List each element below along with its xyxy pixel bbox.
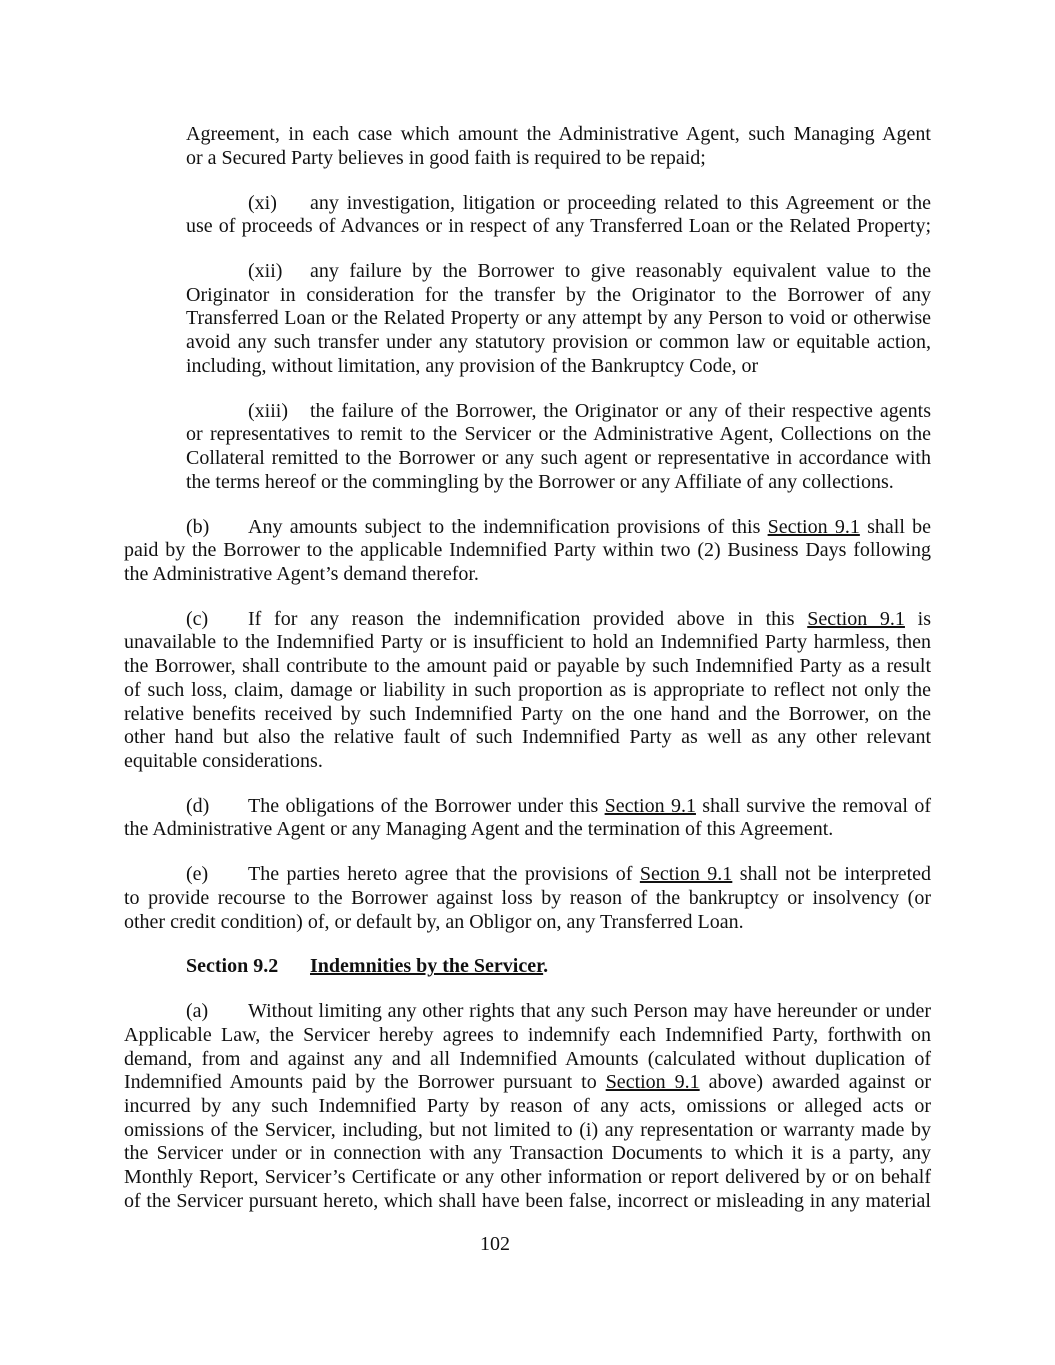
text-line: avoid any such transfer under any statutory provision or common law or equitable action,	[186, 331, 931, 354]
clause-xiii	[186, 400, 931, 495]
text-line: (xii) any failure by the Borrower to give reasonably equivalent value to the	[248, 260, 931, 282]
section-heading	[124, 955, 931, 979]
text-line: use of proceeds of Advances or in respect of any Transferred Loan or the Related Property;	[186, 215, 931, 238]
text-line: Agreement, in each case which amount the Administrative Agent, such Managing Agent	[186, 123, 931, 145]
clause-label: (e)	[186, 863, 209, 886]
text-line: (d) The obligations of the Borrower under this Section 9.1 shall survive the removal of	[186, 794, 931, 817]
text-line: the Administrative Agent or any Managing Agent and the termination of this Agreement.	[124, 818, 834, 841]
text-line: of such loss, claim, damage or liability in such proportion as is appropriate to reflect not only the	[124, 678, 931, 701]
text-line: demand, from and against any and all Indemnified Amounts (calculated without duplication of	[124, 1047, 931, 1070]
text-line: Indemnified Amounts paid by the Borrower pursuant to Section 9.1 above) awarded against or	[124, 1071, 931, 1094]
text-line: (xi) any investigation, litigation or proceeding related to this Agreement or the	[248, 191, 931, 214]
page-body	[124, 123, 931, 1235]
text-line: (b) Any amounts subject to the indemnification provisions of this Section 9.1 shall be	[186, 515, 932, 538]
text-line: (a) Without limiting any other rights that any such Person may have hereunder or under	[186, 1000, 931, 1023]
clause-label: (xiii)	[248, 399, 288, 422]
section-reference: Section 9.1	[639, 863, 733, 886]
text-line: or representatives to remit to the Servicer or the Administrative Agent, Collections on the	[186, 423, 931, 446]
text-line: omissions of the Servicer, including, but not limited to (i) any representation or warranty made by	[124, 1118, 931, 1141]
text-line: equitable considerations.	[124, 749, 323, 772]
text-line: unavailable to the Indemnified Party or is insufficient to hold an Indemnified Party harmless, then	[124, 631, 931, 654]
text-line: (xiii) the failure of the Borrower, the Originator or any of their respective agents	[248, 399, 931, 422]
text-line: other hand but also the relative fault of such Indemnified Party as well as any other relevant	[124, 726, 931, 749]
section-reference: Section 9.1	[807, 607, 905, 630]
text-line: (c) If for any reason the indemnification provided above in this Section 9.1 is	[186, 607, 931, 630]
clause-label: (b)	[186, 515, 210, 538]
text-line: other credit condition) of, or default by, an Obligor on, any Transferred Loan.	[124, 910, 744, 933]
page-number: 102	[480, 1233, 510, 1255]
clause-label: (a)	[186, 1000, 209, 1023]
section-reference: Section 9.1	[604, 794, 696, 817]
paragraph-c	[124, 608, 931, 774]
clause-label: (xi)	[248, 191, 277, 214]
section-reference: Section 9.1	[767, 515, 860, 538]
clause-xii	[186, 260, 931, 379]
paragraph-continuation	[186, 123, 931, 170]
text-line: relative benefits received by such Indemnified Party on the one hand and the Borrower, on the	[124, 702, 931, 725]
text-line: (e) The parties hereto agree that the provisions of Section 9.1 shall not be interpreted	[186, 863, 932, 886]
clause-label: (xii)	[248, 260, 283, 282]
text-line: to provide recourse to the Borrower against loss by reason of the bankruptcy or insolvency (or	[124, 886, 931, 909]
text-line: paid by the Borrower to the applicable Indemnified Party within two (2) Business Days following	[124, 539, 931, 562]
text-line: including, without limitation, any provision of the Bankruptcy Code, or	[186, 354, 759, 377]
text-line: Originator in consideration for the transfer by the Originator to the Borrower of any	[186, 283, 931, 306]
text-line: of the Servicer pursuant hereto, which shall have been false, incorrect or misleading in any material	[124, 1189, 931, 1212]
paragraph-d	[124, 795, 931, 842]
text-line: the terms hereof or the commingling by the Borrower or any Affiliate of any collections.	[186, 470, 894, 493]
paragraph-b	[124, 516, 931, 587]
clause-label: (c)	[186, 607, 209, 630]
section-number: Section 9.2	[186, 955, 279, 978]
text-line: Collateral remitted to the Borrower or any such agent or representative in accordance with	[186, 447, 931, 470]
paragraph-e	[124, 863, 931, 934]
text-line: Transferred Loan or the Related Property or any attempt by any Person to void or otherwise	[186, 307, 931, 330]
text-line: Monthly Report, Servicer’s Certificate or any other information or report delivered by or on behalf	[124, 1166, 931, 1189]
section-title: Indemnities by the Servicer	[310, 955, 544, 978]
text-line: the Servicer under or in connection with any Transaction Documents to which it is a party, any	[124, 1142, 931, 1165]
section-title-period: .	[543, 955, 549, 978]
text-line: incurred by any such Indemnified Party by reason of any acts, omissions or alleged acts or	[124, 1095, 931, 1118]
text-line: or a Secured Party believes in good faith is required to be repaid;	[186, 146, 706, 169]
text-line: Applicable Law, the Servicer hereby agrees to indemnify each Indemnified Party, forthwith on	[124, 1023, 931, 1046]
section-9-2-paragraph-a	[124, 1000, 931, 1213]
clause-xi	[186, 192, 931, 239]
text-line: the Administrative Agent’s demand therefor.	[124, 562, 479, 585]
text-line: the Borrower, shall contribute to the amount paid or payable by such Indemnified Party as a result	[124, 655, 931, 678]
clause-label: (d)	[186, 794, 210, 817]
section-reference: Section 9.1	[605, 1071, 700, 1094]
